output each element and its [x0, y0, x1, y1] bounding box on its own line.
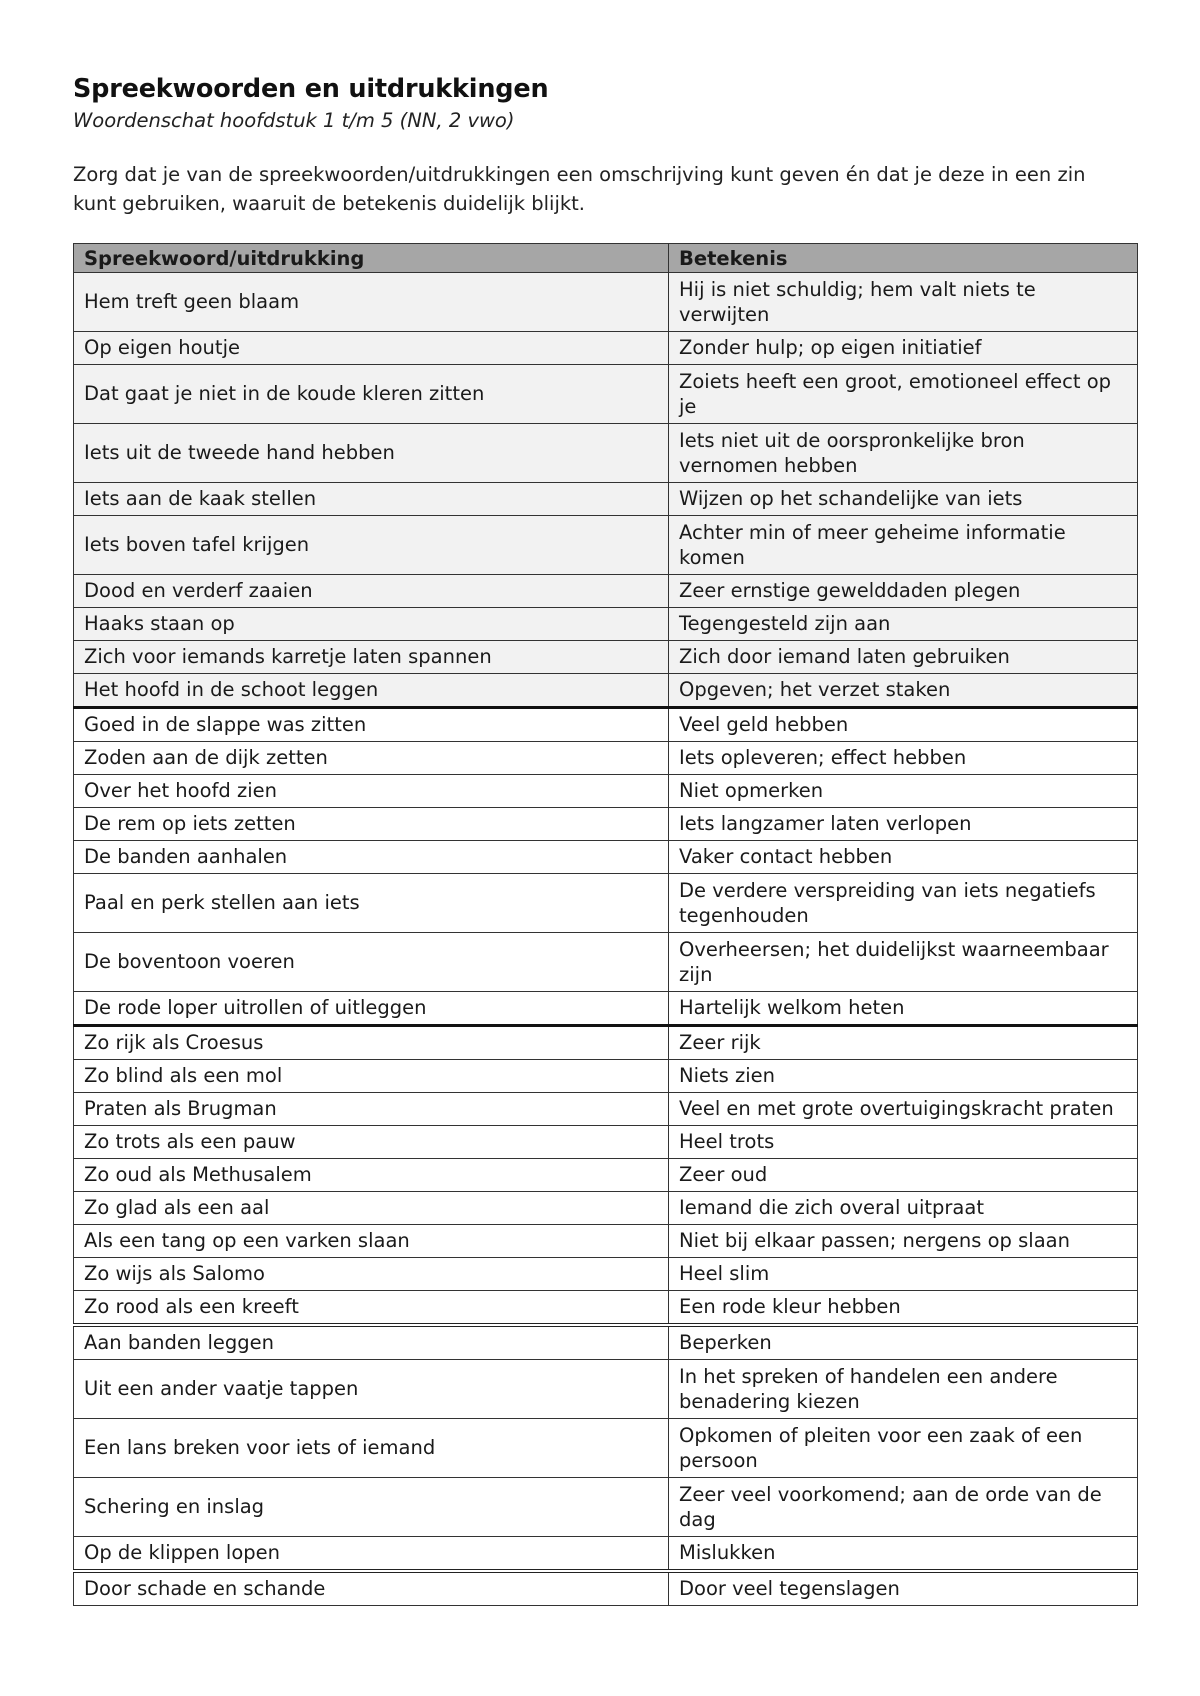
- expression-cell: De rem op iets zetten: [74, 808, 669, 841]
- table-row: [74, 1093, 1138, 1126]
- expression-cell: Iets aan de kaak stellen: [74, 483, 669, 516]
- expression-cell: Door schade en schande: [74, 1571, 669, 1606]
- meaning-cell: Door veel tegenslagen: [669, 1571, 1138, 1606]
- meaning-cell: Niets zien: [669, 1060, 1138, 1093]
- expression-cell: Paal en perk stellen aan iets: [74, 874, 669, 933]
- page-subtitle: Woordenschat hoofdstuk 1 t/m 5 (NN, 2 vwo): [73, 109, 515, 132]
- expression-cell: Iets uit de tweede hand hebben: [74, 424, 669, 483]
- table-row: [74, 273, 1138, 332]
- expression-cell: Iets boven tafel krijgen: [74, 516, 669, 575]
- meaning-cell: Achter min of meer geheime informatie komen: [669, 516, 1138, 575]
- table-row: [74, 1159, 1138, 1192]
- expression-cell: Zo trots als een pauw: [74, 1126, 669, 1159]
- meaning-cell: Veel geld hebben: [669, 708, 1138, 742]
- expression-cell: Op de klippen lopen: [74, 1537, 669, 1572]
- expression-cell: Zo oud als Methusalem: [74, 1159, 669, 1192]
- expression-cell: Zo wijs als Salomo: [74, 1258, 669, 1291]
- meaning-cell: De verdere verspreiding van iets negatiefs tegenhouden: [669, 874, 1138, 933]
- expression-cell: Zo rijk als Croesus: [74, 1026, 669, 1060]
- table-row: [74, 742, 1138, 775]
- meaning-cell: Zeer veel voorkomend; aan de orde van de dag: [669, 1478, 1138, 1537]
- table-row: [74, 1571, 1138, 1606]
- expression-cell: Zo glad als een aal: [74, 1192, 669, 1225]
- meaning-cell: Hartelijk welkom heten: [669, 992, 1138, 1026]
- expression-cell: Een lans breken voor iets of iemand: [74, 1419, 669, 1478]
- table-row: [74, 992, 1138, 1026]
- meaning-cell: Iemand die zich overal uitpraat: [669, 1192, 1138, 1225]
- expression-cell: Praten als Brugman: [74, 1093, 669, 1126]
- table-row: [74, 1419, 1138, 1478]
- meaning-cell: Zeer ernstige gewelddaden plegen: [669, 575, 1138, 608]
- meaning-cell: Opkomen of pleiten voor een zaak of een persoon: [669, 1419, 1138, 1478]
- meaning-cell: Heel slim: [669, 1258, 1138, 1291]
- table-row: [74, 641, 1138, 674]
- table-row: [74, 1192, 1138, 1225]
- expression-cell: De boventoon voeren: [74, 933, 669, 992]
- meaning-cell: Vaker contact hebben: [669, 841, 1138, 874]
- table-row: [74, 575, 1138, 608]
- meaning-cell: Zonder hulp; op eigen initiatief: [669, 332, 1138, 365]
- table-row: [74, 483, 1138, 516]
- table-row: [74, 874, 1138, 933]
- table-row: [74, 1258, 1138, 1291]
- expressions-table: [73, 243, 1138, 1606]
- table-row: [74, 1225, 1138, 1258]
- meaning-cell: Opgeven; het verzet staken: [669, 674, 1138, 708]
- intro-paragraph: Zorg dat je van de spreekwoorden/uitdrukkingen een omschrijving kunt geven én dat je deze in een zin kunt gebruiken, waaruit de betekenis duidelijk blijkt.: [73, 163, 1086, 215]
- table-row: [74, 1478, 1138, 1537]
- expression-cell: Zich voor iemands karretje laten spannen: [74, 641, 669, 674]
- expression-cell: Schering en inslag: [74, 1478, 669, 1537]
- document-page: [73, 72, 1137, 1606]
- meaning-cell: In het spreken of handelen een andere benadering kiezen: [669, 1360, 1138, 1419]
- table-row: [74, 608, 1138, 641]
- expression-cell: Aan banden leggen: [74, 1325, 669, 1360]
- meaning-cell: Wijzen op het schandelijke van iets: [669, 483, 1138, 516]
- expression-cell: Zo blind als een mol: [74, 1060, 669, 1093]
- meaning-cell: Beperken: [669, 1325, 1138, 1360]
- meaning-cell: Overheersen; het duidelijkst waarneembaar zijn: [669, 933, 1138, 992]
- table-row: [74, 1291, 1138, 1326]
- meaning-cell: Zich door iemand laten gebruiken: [669, 641, 1138, 674]
- page-title: Spreekwoorden en uitdrukkingen: [73, 74, 549, 104]
- table-row: [74, 841, 1138, 874]
- expression-cell: Als een tang op een varken slaan: [74, 1225, 669, 1258]
- meaning-cell: Mislukken: [669, 1537, 1138, 1572]
- meaning-cell: Hij is niet schuldig; hem valt niets te verwijten: [669, 273, 1138, 332]
- meaning-cell: Zeer rijk: [669, 1026, 1138, 1060]
- meaning-cell: Iets langzamer laten verlopen: [669, 808, 1138, 841]
- meaning-cell: Niet opmerken: [669, 775, 1138, 808]
- expression-cell: Zo rood als een kreeft: [74, 1291, 669, 1326]
- table-row: [74, 1325, 1138, 1360]
- table-row: [74, 1060, 1138, 1093]
- expression-cell: Haaks staan op: [74, 608, 669, 641]
- meaning-cell: Iets opleveren; effect hebben: [669, 742, 1138, 775]
- table-header-row: [74, 244, 1138, 273]
- expression-cell: Over het hoofd zien: [74, 775, 669, 808]
- table-body: [74, 273, 1138, 1606]
- meaning-cell: Heel trots: [669, 1126, 1138, 1159]
- meaning-cell: Een rode kleur hebben: [669, 1291, 1138, 1326]
- meaning-cell: Zeer oud: [669, 1159, 1138, 1192]
- table-row: [74, 365, 1138, 424]
- table-row: [74, 1360, 1138, 1419]
- table-row: [74, 808, 1138, 841]
- meaning-cell: Niet bij elkaar passen; nergens op slaan: [669, 1225, 1138, 1258]
- expression-cell: De banden aanhalen: [74, 841, 669, 874]
- expression-cell: Hem treft geen blaam: [74, 273, 669, 332]
- table-row: [74, 775, 1138, 808]
- table-row: [74, 933, 1138, 992]
- table-row: [74, 1537, 1138, 1572]
- table-row: [74, 674, 1138, 708]
- table-row: [74, 708, 1138, 742]
- expression-cell: Op eigen houtje: [74, 332, 669, 365]
- expression-cell: Dood en verderf zaaien: [74, 575, 669, 608]
- meaning-cell: Tegengesteld zijn aan: [669, 608, 1138, 641]
- table-row: [74, 516, 1138, 575]
- table-row: [74, 1126, 1138, 1159]
- expression-cell: De rode loper uitrollen of uitleggen: [74, 992, 669, 1026]
- table-row: [74, 332, 1138, 365]
- expression-cell: Zoden aan de dijk zetten: [74, 742, 669, 775]
- header-meaning: Betekenis: [669, 244, 1138, 273]
- expression-cell: Het hoofd in de schoot leggen: [74, 674, 669, 708]
- expression-cell: Dat gaat je niet in de koude kleren zitten: [74, 365, 669, 424]
- meaning-cell: Iets niet uit de oorspronkelijke bron vernomen hebben: [669, 424, 1138, 483]
- expression-cell: Goed in de slappe was zitten: [74, 708, 669, 742]
- meaning-cell: Veel en met grote overtuigingskracht praten: [669, 1093, 1138, 1126]
- table-row: [74, 1026, 1138, 1060]
- meaning-cell: Zoiets heeft een groot, emotioneel effect op je: [669, 365, 1138, 424]
- table-row: [74, 424, 1138, 483]
- header-expression: Spreekwoord/uitdrukking: [74, 244, 669, 273]
- expression-cell: Uit een ander vaatje tappen: [74, 1360, 669, 1419]
